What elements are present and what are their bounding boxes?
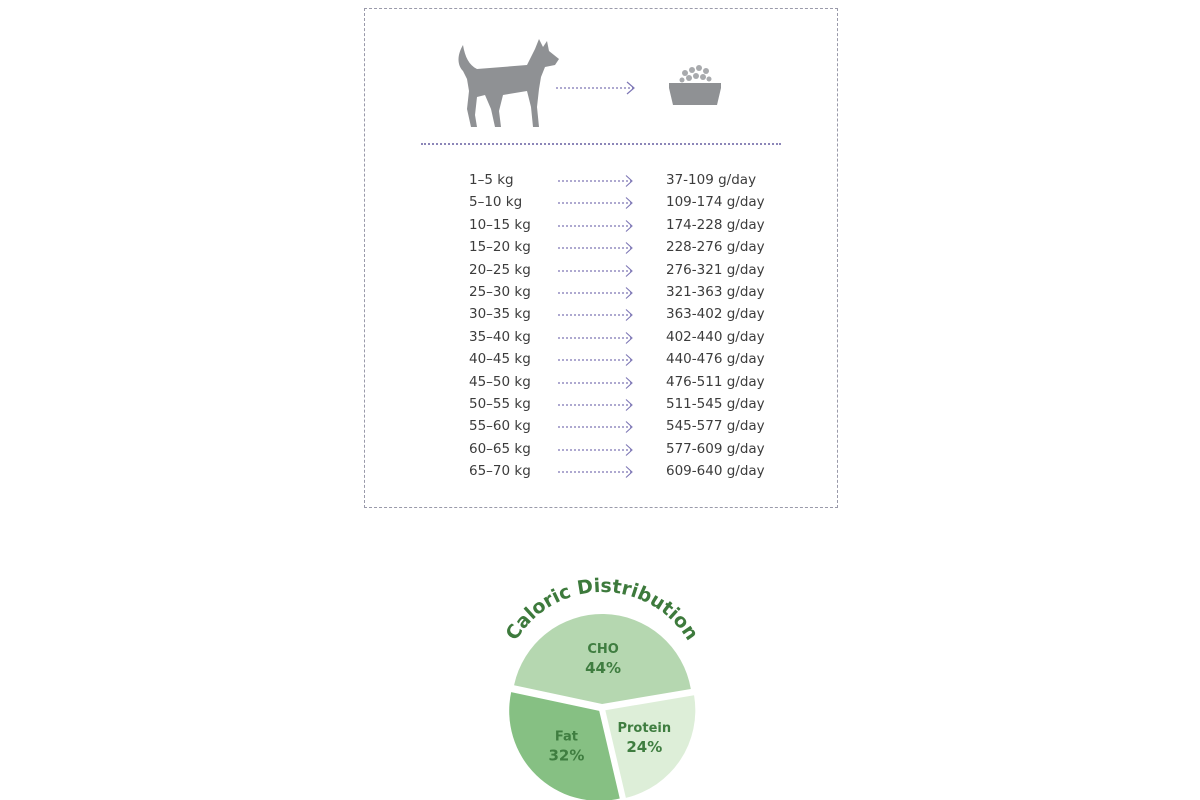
daily-amount: 440-476 g/day <box>666 351 765 368</box>
dog-weight: 60–65 kg <box>469 440 531 457</box>
dog-weight: 30–35 kg <box>469 306 531 323</box>
dog-weight: 10–15 kg <box>469 216 531 233</box>
table-row <box>469 236 789 258</box>
dog-weight: 35–40 kg <box>469 328 531 345</box>
arrow-right-icon <box>557 308 635 322</box>
food-bowl-icon <box>663 61 727 109</box>
slice-value-cho: 44% <box>585 659 622 678</box>
dog-weight: 40–45 kg <box>469 351 531 368</box>
dog-weight: 65–70 kg <box>469 463 531 480</box>
arrow-right-icon <box>557 353 635 367</box>
daily-amount: 577-609 g/day <box>666 440 765 457</box>
daily-amount: 545-577 g/day <box>666 418 765 435</box>
arrow-right-icon <box>557 241 635 255</box>
arrow-right-icon <box>557 465 635 479</box>
feeding-guide-card <box>364 8 838 508</box>
arrow-right-icon <box>557 443 635 457</box>
slice-label-fat: Fat <box>554 729 579 745</box>
feeding-table <box>469 169 789 482</box>
daily-amount: 174-228 g/day <box>666 216 765 233</box>
dog-weight: 45–50 kg <box>469 373 531 390</box>
arrow-right-icon <box>557 376 635 390</box>
table-row <box>469 303 789 325</box>
table-row <box>469 191 789 213</box>
daily-amount: 476-511 g/day <box>666 373 765 390</box>
arrow-right-icon <box>557 286 635 300</box>
table-row <box>469 281 789 303</box>
table-row <box>469 460 789 482</box>
dog-weight: 20–25 kg <box>469 261 531 278</box>
dog-weight: 15–20 kg <box>469 239 531 256</box>
dog-weight: 50–55 kg <box>469 395 531 412</box>
table-row <box>469 415 789 437</box>
arrow-right-icon <box>557 331 635 345</box>
table-row <box>469 259 789 281</box>
table-row <box>469 393 789 415</box>
slice-label-cho: CHO <box>587 642 619 658</box>
daily-amount: 228-276 g/day <box>666 239 765 256</box>
dog-weight: 5–10 kg <box>469 194 523 211</box>
slice-label-protein: Protein <box>617 721 672 737</box>
daily-amount: 37-109 g/day <box>666 172 757 188</box>
table-row <box>469 371 789 393</box>
daily-amount: 402-440 g/day <box>666 328 765 345</box>
pie-chart <box>480 560 720 800</box>
daily-amount: 321-363 g/day <box>666 283 765 300</box>
arrow-right-icon <box>557 398 635 412</box>
chart-title: Caloric Distribution <box>501 574 703 645</box>
arrow-right-icon <box>557 264 635 278</box>
arrow-right-icon <box>557 420 635 434</box>
table-row <box>469 214 789 236</box>
table-row <box>469 169 789 191</box>
daily-amount: 109-174 g/day <box>666 194 765 211</box>
daily-amount: 363-402 g/day <box>666 306 765 323</box>
dog-icon <box>455 35 567 135</box>
arrow-right-icon <box>557 219 635 233</box>
arrow-right-icon <box>555 81 637 95</box>
caloric-distribution-chart <box>480 560 720 800</box>
dog-weight: 55–60 kg <box>469 418 531 435</box>
dog-weight: 25–30 kg <box>469 283 531 300</box>
daily-amount: 609-640 g/day <box>666 463 765 480</box>
slice-value-fat: 32% <box>548 746 585 765</box>
arrow-right-icon <box>557 174 635 188</box>
daily-amount: 511-545 g/day <box>666 395 765 412</box>
slice-value-protein: 24% <box>626 738 663 757</box>
daily-amount: 276-321 g/day <box>666 261 765 278</box>
table-row <box>469 326 789 348</box>
section-divider <box>421 143 781 145</box>
table-row <box>469 348 789 370</box>
dog-weight: 1–5 kg <box>469 172 514 188</box>
arrow-right-icon <box>557 196 635 210</box>
table-row <box>469 438 789 460</box>
